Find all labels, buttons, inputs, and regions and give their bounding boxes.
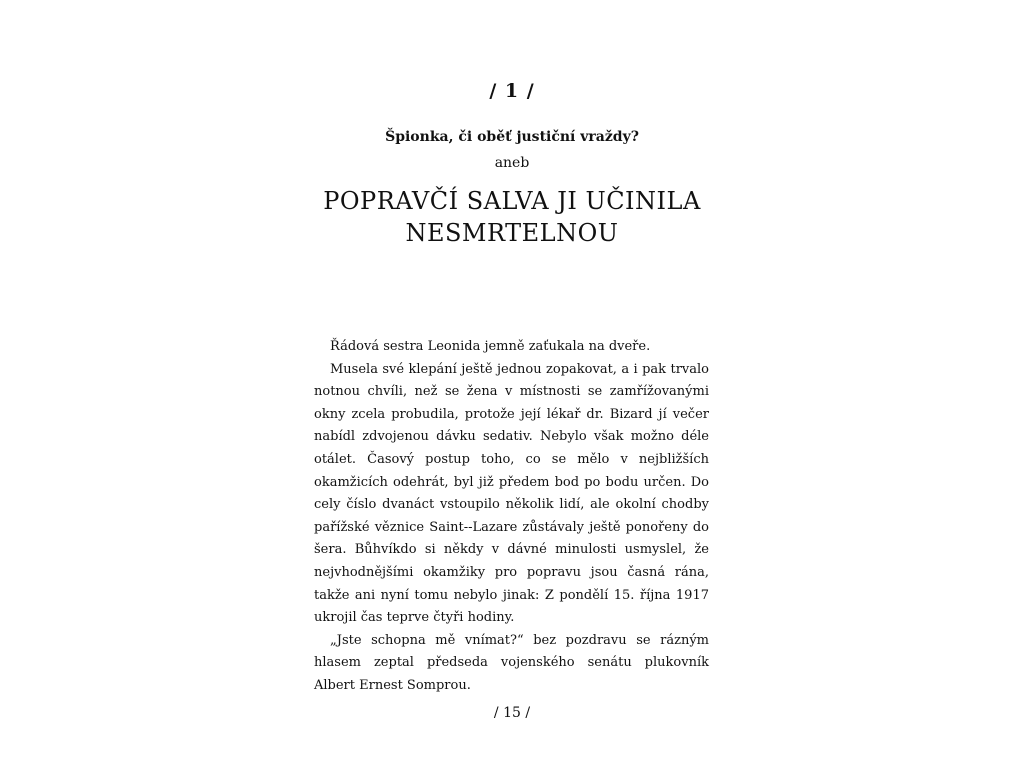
- paragraph-1: Řádová sestra Leonida jemně zaťukala na dveře.: [330, 339, 651, 354]
- chapter-title: [212, 185, 812, 249]
- chapter-subtitle: Špionka, či oběť justiční vraždy?: [385, 129, 639, 145]
- body-text: [314, 336, 709, 698]
- paragraph-3: „Jste schopna mě vnímat?“ bez pozdravu se rázným hlasem zeptal předseda vojenského senátu plukovník Albert Ernest Somprou.: [314, 632, 709, 693]
- chapter-number: / 1 /: [489, 80, 535, 102]
- chapter-title-line-2: NESMRTELNOU: [405, 219, 619, 247]
- paragraph-2: Musela své klepání ještě jednou zopakovat, a i pak trvalo notnou chvíli, než se žena v místnosti se zamřížovanými okny zcela probudila, protože její lékař dr. Bizard jí večer nabídl zdvojenou dávku sedativ. Nebylo však možno déle otálet. Časový postup toho, co se mělo v nejbližších okamžicích odehrát, byl již předem bod po bodu určen. Do cely číslo dvanáct vstoupilo několik lidí, ale okolní chodby pařížské věznice Saint--Lazare zůstávaly ještě ponořeny do šera. Bůhvíkdo si někdy v dávné minulosti usmyslel, že nejvhodnějšími okamžiky pro popravu jsou časná rána, takže ani nyní tomu nebylo jinak: Z pondělí 15. října 1917 ukrojil čas teprve čtyři hodiny.: [314, 361, 709, 626]
- page-number: / 15 /: [493, 705, 531, 721]
- chapter-connector: aneb: [494, 155, 530, 171]
- chapter-title-line-1: POPRAVČÍ SALVA JI UČINILA: [323, 187, 701, 215]
